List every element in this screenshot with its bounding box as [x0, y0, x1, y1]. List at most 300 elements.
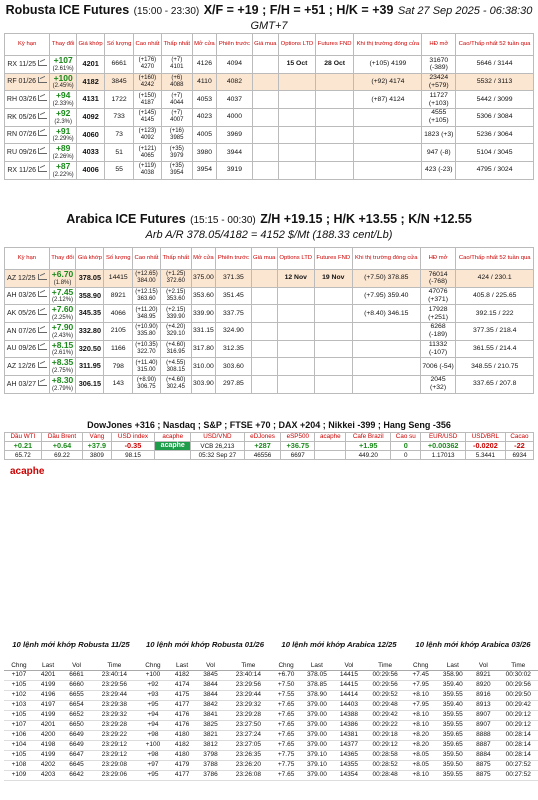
open-price: 331.15 [191, 322, 216, 340]
high-diff: (+150) [138, 92, 157, 99]
low-cell [161, 126, 192, 144]
market-change: VCB 26,213 [191, 442, 244, 451]
contract-symbol[interactable]: RX 11/26 [7, 166, 37, 174]
trade-row [406, 760, 538, 770]
trade-cell: +92 [138, 680, 168, 690]
contract-symbol[interactable]: AK 05/26 [6, 310, 36, 318]
trade-cell: 4199 [34, 680, 62, 690]
trade-row [272, 670, 406, 680]
trade-cell: 23:29:32 [225, 700, 272, 710]
high-diff: (+121) [138, 145, 157, 152]
contract-row[interactable] [5, 322, 534, 340]
markets-table [4, 432, 534, 460]
trade-row [4, 710, 138, 720]
close-price [354, 161, 422, 179]
contract-symbol-cell[interactable] [5, 322, 50, 340]
futures-fnd [314, 375, 352, 393]
trade-cell: 14415 [334, 670, 365, 680]
week52-range: 5104 / 3045 [456, 144, 534, 162]
trade-cell: 359.65 [435, 740, 470, 750]
options-ltd [277, 375, 314, 393]
bid-price [252, 73, 278, 91]
low-cell [161, 144, 192, 162]
column-header: Futures FND [314, 248, 352, 270]
contract-row[interactable] [5, 270, 534, 288]
prev-close: 4000 [217, 108, 252, 126]
contract-row[interactable] [5, 340, 534, 358]
contract-row[interactable] [5, 287, 534, 305]
recent-trades-table [406, 661, 538, 781]
week52-range: 5532 / 3113 [456, 73, 534, 91]
market-price [155, 451, 191, 460]
open-interest-diff: (+103) [428, 99, 449, 107]
contract-row[interactable] [5, 126, 534, 144]
chart-icon[interactable] [38, 291, 47, 297]
open-interest-cell [420, 358, 456, 376]
contract-symbol[interactable]: RU 09/26 [6, 149, 37, 157]
trade-cell: +105 [4, 710, 34, 720]
volume: 4066 [104, 305, 133, 323]
bid-price [251, 358, 277, 376]
trade-cell: 23:29:28 [91, 720, 138, 730]
trade-row [272, 680, 406, 690]
trade-cell: +7.75 [272, 750, 300, 760]
trade-cell: 23:29:28 [225, 710, 272, 720]
market-price: 1.17013 [421, 451, 465, 460]
trades-column-header: Vol [334, 661, 365, 670]
high-cell [133, 358, 161, 376]
trade-row [4, 680, 138, 690]
change-percent: (2.25%) [52, 315, 74, 322]
market-header: eDJones [244, 433, 281, 442]
trade-row [4, 750, 138, 760]
volume: 6661 [105, 56, 134, 74]
trades-column-header: Time [496, 661, 538, 670]
arabica-session: (15:15 - 00:30) [190, 215, 256, 226]
low-diff: (+35) [169, 163, 184, 170]
market-header: acaphe [315, 433, 346, 442]
contract-symbol-cell[interactable] [5, 305, 50, 323]
options-ltd: 15 Oct [278, 56, 315, 74]
market-change: +37.9 [83, 442, 111, 451]
contract-symbol-cell[interactable] [5, 108, 50, 126]
trade-cell: +7.50 [272, 680, 300, 690]
trade-cell: 3842 [196, 700, 224, 710]
market-header: Dầu Brent [41, 433, 82, 442]
arabica-header [0, 209, 538, 243]
trade-cell: 6647 [62, 750, 90, 760]
trade-row [4, 760, 138, 770]
trade-cell: 23:27:24 [225, 730, 272, 740]
futures-fnd [314, 340, 352, 358]
low-diff: (+7) [171, 57, 183, 64]
low-diff: (+1.25) [166, 271, 186, 278]
market-price [315, 451, 346, 460]
contract-symbol[interactable]: AH 03/27 [6, 380, 36, 388]
contract-symbol[interactable]: RF 01/26 [7, 78, 37, 86]
open-interest-cell [420, 340, 456, 358]
trade-row [4, 730, 138, 740]
trade-cell: 8920 [470, 680, 496, 690]
trade-cell: 23:29:12 [91, 750, 138, 760]
column-header: Thay đổi [50, 34, 77, 56]
trade-cell: 14381 [334, 730, 365, 740]
bid-price [251, 287, 277, 305]
bid-price [252, 91, 278, 109]
contract-symbol[interactable]: AH 03/26 [6, 292, 36, 300]
trade-cell: 3798 [196, 750, 224, 760]
contract-symbol[interactable]: RH 03/26 [6, 96, 37, 104]
trade-cell: 23:29:56 [91, 680, 138, 690]
bid-price [251, 340, 277, 358]
trade-cell: 4176 [168, 720, 196, 730]
trade-cell: 00:28:14 [496, 740, 538, 750]
trade-cell: 00:28:14 [496, 730, 538, 740]
change-cell [50, 108, 77, 126]
trade-cell: +94 [138, 720, 168, 730]
prev-close: 4094 [217, 56, 252, 74]
open-interest-cell [422, 91, 456, 109]
trade-cell: 00:29:18 [364, 730, 406, 740]
trade-cell: +8.10 [406, 690, 435, 700]
chart-icon[interactable] [38, 60, 47, 66]
bid-price [252, 144, 278, 162]
contract-row[interactable] [5, 108, 534, 126]
trade-cell: 23:27:05 [225, 740, 272, 750]
open-price: 4053 [192, 91, 217, 109]
recent-trades-title: 10 lệnh mới khớp Arabica 12/25 [281, 640, 397, 649]
trade-cell: 3845 [196, 670, 224, 680]
options-ltd [277, 322, 314, 340]
open-price: 4005 [192, 126, 217, 144]
contract-symbol-cell[interactable] [5, 126, 50, 144]
trade-cell: 6645 [62, 760, 90, 770]
brand-logo[interactable]: acaphe [10, 466, 45, 477]
trade-cell: 8884 [470, 750, 496, 760]
high-price: 363.60 [137, 295, 156, 302]
bid-price [252, 126, 278, 144]
contract-symbol-cell[interactable] [5, 91, 50, 109]
last-price: 4060 [77, 126, 105, 144]
prev-close: 351.45 [216, 287, 251, 305]
change-percent: (2.12%) [52, 297, 74, 304]
trade-row [138, 740, 272, 750]
market-change: 0 [391, 442, 421, 451]
change-value: +6.70 [51, 269, 74, 279]
trade-cell: 6642 [62, 770, 90, 780]
trade-cell: +8.05 [406, 750, 435, 760]
market-change: -22 [505, 442, 533, 451]
trade-cell: +93 [138, 690, 168, 700]
change-value: +107 [53, 55, 73, 65]
open-interest: 423 (-23) [424, 166, 453, 174]
trade-cell: 3812 [196, 740, 224, 750]
trade-row [272, 740, 406, 750]
open-interest-diff: (-107) [428, 348, 448, 356]
trades-column-header: Vol [62, 661, 90, 670]
change-cell [49, 358, 76, 376]
trade-cell: 378.85 [300, 680, 333, 690]
trade-cell: 8921 [470, 670, 496, 680]
close-price [352, 322, 420, 340]
high-cell [133, 340, 161, 358]
contract-symbol[interactable]: RX 11/25 [7, 60, 37, 68]
chart-icon[interactable] [38, 148, 47, 154]
options-ltd [277, 287, 314, 305]
market-price: 69.22 [41, 451, 82, 460]
change-value: +8.35 [51, 357, 74, 368]
trade-cell: +108 [4, 760, 34, 770]
chart-icon[interactable] [38, 166, 47, 172]
trade-row [138, 770, 272, 780]
change-percent: (2.22%) [52, 171, 74, 178]
contract-symbol[interactable]: AU 09/26 [6, 345, 36, 353]
low-diff: (+7) [171, 92, 183, 99]
low-price: 4044 [170, 99, 184, 106]
trade-cell: +107 [4, 670, 34, 680]
volume: 798 [104, 358, 133, 376]
trades-column-header: Vol [470, 661, 496, 670]
high-diff: (+12.15) [135, 289, 158, 296]
column-header: Cao nhất [133, 34, 161, 56]
trade-row [138, 710, 272, 720]
low-price: 329.10 [166, 331, 185, 338]
low-diff: (+2.15) [166, 306, 186, 313]
trade-cell: 3841 [196, 710, 224, 720]
chart-icon[interactable] [38, 130, 47, 136]
open-price: 303.90 [191, 375, 216, 393]
chart-icon[interactable] [38, 362, 47, 368]
contract-symbol-cell[interactable] [5, 340, 50, 358]
high-cell [133, 126, 161, 144]
low-price: 372.60 [166, 278, 185, 285]
trade-cell: 378.05 [300, 670, 333, 680]
column-header: Số lượng [104, 248, 133, 270]
trade-cell: 4198 [34, 740, 62, 750]
market-change: +0.64 [41, 442, 82, 451]
trade-cell: 6652 [62, 710, 90, 720]
market-price: 05:32 Sep 27 [191, 451, 244, 460]
prev-close: 312.35 [216, 340, 251, 358]
trade-cell: 359.55 [435, 710, 470, 720]
recent-trades-table [272, 661, 406, 781]
trade-cell: 00:29:48 [364, 700, 406, 710]
options-ltd [278, 91, 315, 109]
trade-cell: +7.45 [406, 670, 435, 680]
open-interest-cell [422, 126, 456, 144]
contract-row[interactable] [5, 73, 534, 91]
volume: 2105 [104, 322, 133, 340]
low-cell [161, 91, 192, 109]
close-price: (+7.50) 378.85 [352, 270, 420, 288]
column-header: Giá khớp [76, 248, 104, 270]
contract-row[interactable] [5, 358, 534, 376]
trade-row [4, 690, 138, 700]
column-header: Kỳ hạn [5, 34, 50, 56]
low-diff: (+4.20) [166, 324, 186, 331]
chart-icon[interactable] [38, 309, 47, 315]
open-interest-diff: (+251) [428, 313, 448, 321]
change-percent: (1.8%) [53, 279, 72, 286]
contract-symbol-cell[interactable] [5, 287, 50, 305]
options-ltd [277, 358, 314, 376]
contract-symbol[interactable]: AZ 12/26 [7, 363, 36, 371]
close-price [352, 340, 420, 358]
contract-symbol-cell[interactable] [5, 56, 50, 74]
change-value: +92 [55, 107, 71, 118]
open-interest: 1823 (+3) [424, 131, 454, 139]
chart-icon[interactable] [38, 380, 47, 386]
recent-trades-panel [138, 641, 272, 781]
trades-column-header: Last [168, 661, 196, 670]
market-price: 65.72 [5, 451, 42, 460]
prev-close: 3969 [217, 126, 252, 144]
column-header: Khi thị trường đóng cửa [354, 34, 422, 56]
low-diff: (+16) [169, 128, 184, 135]
contract-row[interactable] [5, 305, 534, 323]
contract-symbol-cell[interactable] [5, 73, 50, 91]
contract-symbol-cell[interactable] [5, 161, 50, 179]
low-cell [160, 375, 191, 393]
trade-row [138, 670, 272, 680]
volume: 51 [105, 144, 134, 162]
last-price: 4092 [77, 108, 105, 126]
change-cell [50, 73, 77, 91]
open-price: 317.80 [191, 340, 216, 358]
change-cell [50, 56, 77, 74]
trade-cell: +7.75 [272, 760, 300, 770]
week52-range: 5646 / 3144 [456, 56, 534, 74]
last-price: 4201 [77, 56, 105, 74]
market-change [315, 442, 346, 451]
chart-icon[interactable] [38, 344, 47, 350]
recent-trades-panel [272, 641, 406, 781]
options-ltd [278, 161, 315, 179]
change-percent: (2.29%) [52, 136, 74, 143]
change-percent: (2.3%) [54, 118, 73, 125]
contract-row[interactable] [5, 375, 534, 393]
high-price: 348.95 [137, 313, 156, 320]
trade-row [4, 700, 138, 710]
high-diff: (+10.35) [135, 342, 158, 349]
prev-close: 4082 [217, 73, 252, 91]
market-price: 98.15 [111, 451, 155, 460]
market-change: +0.21 [5, 442, 42, 451]
column-header: Cao/Thấp nhất 52 tuần qua [456, 248, 534, 270]
trades-column-header: Chng [272, 661, 300, 670]
chart-icon[interactable] [38, 274, 47, 280]
robusta-spreads: X/F = +19 ; F/H = +51 ; H/K = +39 [203, 3, 394, 17]
trade-cell: +107 [4, 720, 34, 730]
open-price: 375.00 [191, 270, 216, 288]
trade-cell: +95 [138, 700, 168, 710]
contract-symbol[interactable]: AN 07/26 [6, 327, 36, 335]
trade-cell: 359.65 [435, 730, 470, 740]
low-cell [161, 108, 192, 126]
trade-cell: +7.65 [272, 770, 300, 780]
trade-cell: 23:29:38 [91, 700, 138, 710]
close-price [352, 375, 420, 393]
market-header: Cacao [505, 433, 533, 442]
chart-icon[interactable] [38, 327, 47, 333]
bid-price [252, 56, 278, 74]
last-price: 306.15 [76, 375, 104, 393]
trade-cell: 6661 [62, 670, 90, 680]
contract-row[interactable] [5, 161, 534, 179]
contract-symbol-cell[interactable] [5, 358, 50, 376]
column-header: Giá mua [252, 34, 278, 56]
change-value: +8.30 [51, 374, 74, 385]
trade-cell: 23:29:06 [91, 770, 138, 780]
contract-symbol-cell[interactable] [5, 144, 50, 162]
change-percent: (2.61%) [52, 65, 74, 72]
options-ltd [278, 73, 315, 91]
trade-cell: 358.90 [435, 670, 470, 680]
futures-fnd [316, 126, 354, 144]
contract-symbol[interactable]: RK 05/26 [7, 113, 37, 121]
change-value: +94 [55, 90, 71, 101]
close-price [354, 126, 422, 144]
robusta-title: Robusta ICE Futures [5, 3, 130, 17]
options-ltd [277, 340, 314, 358]
open-price: 4126 [192, 56, 217, 74]
high-diff: (+12.65) [135, 271, 158, 278]
trade-cell: 00:28:48 [364, 770, 406, 780]
recent-trades-title: 10 lệnh mới khớp Robusta 11/25 [12, 640, 130, 649]
low-cell [160, 322, 191, 340]
high-diff: (+8.90) [136, 377, 157, 384]
change-percent: (2.61%) [52, 350, 74, 357]
market-price: 0 [391, 451, 421, 460]
low-cell [161, 56, 192, 74]
trade-cell: 14403 [334, 700, 365, 710]
market-header: acaphe [155, 433, 191, 442]
contract-row[interactable] [5, 144, 534, 162]
trade-cell: 8913 [470, 700, 496, 710]
market-change[interactable]: acaphe [155, 442, 191, 451]
market-header: eSP500 [281, 433, 315, 442]
change-cell [49, 340, 76, 358]
chart-icon[interactable] [38, 77, 47, 83]
close-price: (+105) 4199 [354, 56, 422, 74]
change-cell [50, 91, 77, 109]
trade-cell: 6660 [62, 680, 90, 690]
trade-cell: 00:27:52 [496, 760, 538, 770]
change-cell [49, 270, 76, 288]
contract-row[interactable] [5, 56, 534, 74]
chart-icon[interactable] [38, 113, 47, 119]
page-datetime: Sat 27 Sep 2025 - 06:38:30 [397, 5, 533, 17]
trade-cell: 23:40:14 [91, 670, 138, 680]
contract-row[interactable] [5, 91, 534, 109]
trade-cell: 359.40 [435, 680, 470, 690]
change-value: +7.45 [51, 286, 74, 297]
trade-cell: 8875 [470, 770, 496, 780]
high-diff: (+11.40) [135, 359, 158, 366]
options-ltd [278, 108, 315, 126]
trade-cell: +8.05 [406, 760, 435, 770]
change-cell [49, 305, 76, 323]
contract-symbol[interactable]: AZ 12/25 [7, 274, 36, 282]
contract-symbol-cell[interactable] [5, 270, 50, 288]
contract-symbol[interactable]: RN 07/26 [6, 131, 37, 139]
contract-symbol-cell[interactable] [5, 375, 50, 393]
bid-price [251, 305, 277, 323]
open-interest-cell [422, 108, 456, 126]
chart-icon[interactable] [38, 95, 47, 101]
week52-range: 377.35 / 218.4 [456, 322, 534, 340]
low-diff: (+4.55) [166, 359, 186, 366]
